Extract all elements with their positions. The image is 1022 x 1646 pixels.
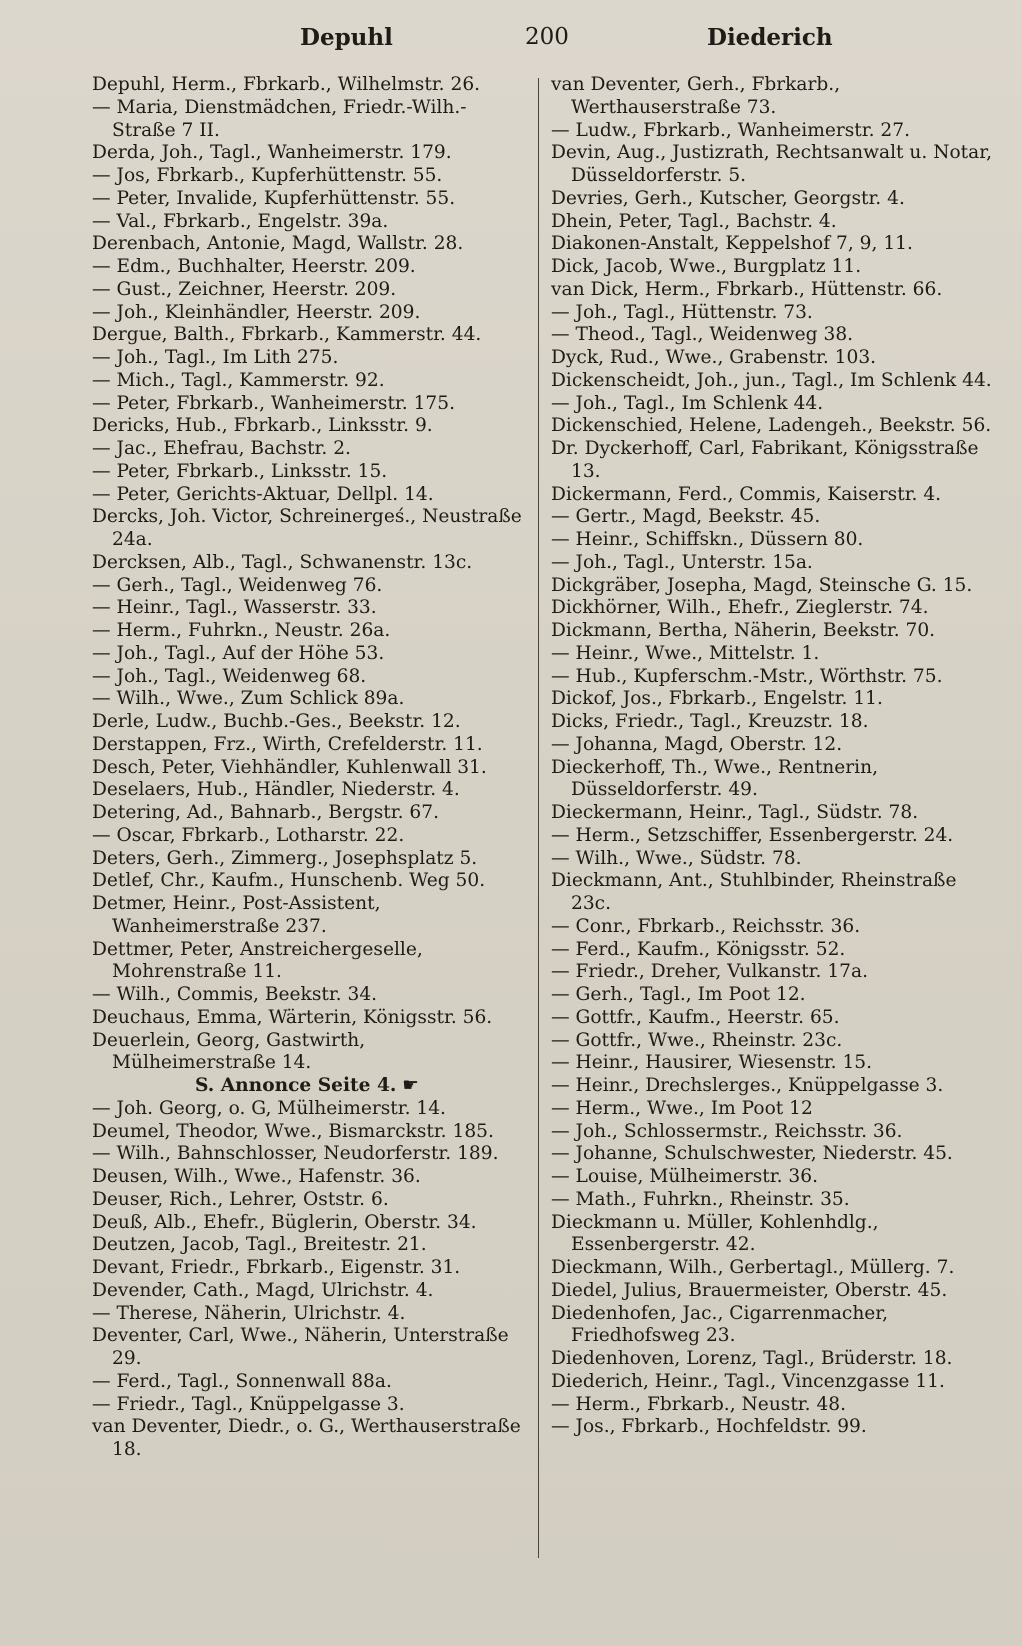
directory-entry: Dyck, Rud., Wwe., Grabenstr. 103. <box>551 347 877 368</box>
directory-entry: — Joh., Schlossermstr., Reichsstr. 36. <box>551 1120 903 1142</box>
advertisement-reference: S. Annonce Seite 4. ☛ <box>92 1075 522 1098</box>
directory-entry: van Deventer, Gerh., Fbrkarb., Werthauserstraße 73. <box>551 74 841 118</box>
directory-entry: Deuerlein, Georg, Gastwirth, Mülheimerstraße 14. <box>92 1029 366 1074</box>
directory-entry: — Joh., Kleinhändler, Heerstr. 209. <box>92 301 421 323</box>
directory-entry: — Math., Fuhrkn., Rheinstr. 35. <box>551 1188 850 1210</box>
directory-entry: — Wilh., Commis, Beekstr. 34. <box>92 984 378 1005</box>
directory-entry: Deventer, Carl, Wwe., Näherin, Unterstraße 29. <box>92 1325 509 1369</box>
directory-entry: — Heinr., Wwe., Mittelstr. 1. <box>551 642 820 664</box>
directory-entry: Devin, Aug., Justizrath, Rechtsanwalt u. Notar, Düsseldorferstr. 5. <box>551 142 992 186</box>
directory-entry: — Ferd., Kaufm., Königsstr. 52. <box>551 938 846 960</box>
directory-entry: Dickermann, Ferd., Commis, Kaiserstr. 4. <box>551 483 942 505</box>
directory-entry: — Peter, Gerichts-Aktuar, Dellpl. 14. <box>92 483 434 505</box>
directory-entry: — Heinr., Hausirer, Wiesenstr. 15. <box>551 1052 873 1074</box>
directory-entry: — Wilh., Bahnschlosser, Neudorferstr. 189. <box>92 1143 499 1165</box>
directory-entry: Deters, Gerh., Zimmerg., Josephsplatz 5. <box>92 847 478 869</box>
directory-entry: — Jos, Fbrkarb., Kupferhüttenstr. 55. <box>92 165 443 186</box>
directory-entry: — Mich., Tagl., Kammerstr. 92. <box>92 369 385 391</box>
directory-entry: Deumel, Theodor, Wwe., Bismarckstr. 185. <box>92 1120 494 1142</box>
directory-entry: — Maria, Dienstmädchen, Friedr.-Wilh.-Straße 7 II. <box>92 96 467 141</box>
directory-entry: van Dick, Herm., Fbrkarb., Hüttenstr. 66. <box>551 278 943 300</box>
directory-entry: Dhein, Peter, Tagl., Bachstr. 4. <box>551 210 837 232</box>
directory-entry: — Friedr., Tagl., Knüppelgasse 3. <box>92 1393 405 1415</box>
directory-entry: — Joh., Tagl., Unterstr. 15a. <box>551 551 813 573</box>
directory-entry: — Heinr., Schiffskn., Düssern 80. <box>551 529 864 550</box>
directory-entry: — Gottfr., Wwe., Rheinstr. 23c. <box>551 1029 843 1051</box>
directory-entry: Derenbach, Antonie, Magd, Wallstr. 28. <box>92 233 464 255</box>
directory-entry: — Joh., Tagl., Auf der Höhe 53. <box>92 642 385 664</box>
directory-entry: — Gottfr., Kaufm., Heerstr. 65. <box>551 1006 840 1028</box>
header-left-keyword: Depuhl <box>300 24 393 51</box>
directory-entry: — Peter, Fbrkarb., Linksstr. 15. <box>92 460 388 482</box>
directory-entry: — Gertr., Magd, Beekstr. 45. <box>551 506 821 528</box>
directory-entry: Dercksen, Alb., Tagl., Schwanenstr. 13c. <box>92 551 473 573</box>
directory-entry: — Theod., Tagl., Weidenweg 38. <box>551 324 854 346</box>
directory-entry: — Joh., Tagl., Weidenweg 68. <box>92 665 367 687</box>
directory-entry: — Peter, Invalide, Kupferhüttenstr. 55. <box>92 187 456 209</box>
directory-entry: Dick, Jacob, Wwe., Burgplatz 11. <box>551 256 862 277</box>
page-number: 200 <box>525 24 569 50</box>
directory-entry: Detlef, Chr., Kaufm., Hunschenb. Weg 50. <box>92 870 486 892</box>
directory-entry: Dicks, Friedr., Tagl., Kreuzstr. 18. <box>551 711 869 732</box>
directory-entry: Detmer, Heinr., Post-Assistent, Wanheimerstraße 237. <box>92 893 381 937</box>
directory-entry: Deusen, Wilh., Wwe., Hafenstr. 36. <box>92 1166 421 1187</box>
directory-entry: — Louise, Mülheimerstr. 36. <box>551 1166 818 1187</box>
directory-entry: — Joh. Georg, o. G, Mülheimerstr. 14. <box>92 1097 446 1119</box>
directory-entry: — Herm., Fuhrkn., Neustr. 26a. <box>92 620 391 641</box>
directory-entry: — Wilh., Wwe., Zum Schlick 89a. <box>92 688 405 710</box>
directory-entry: Derle, Ludw., Buchb.-Ges., Beekstr. 12. <box>92 711 461 732</box>
directory-entry: — Heinr., Tagl., Wasserstr. 33. <box>92 597 377 619</box>
directory-entry: — Joh., Tagl., Im Lith 275. <box>92 347 339 368</box>
directory-entry: — Johanna, Magd, Oberstr. 12. <box>551 733 843 755</box>
directory-entry: — Jac., Ehefrau, Bachstr. 2. <box>92 438 351 459</box>
directory-entry: Depuhl, Herm., Fbrkarb., Wilhelmstr. 26. <box>92 74 481 95</box>
directory-entry: Derda, Joh., Tagl., Wanheimerstr. 179. <box>92 142 452 164</box>
directory-entry: Diedenhoven, Lorenz, Tagl., Brüderstr. 18. <box>551 1348 953 1369</box>
directory-entry: Diedel, Julius, Brauermeister, Oberstr. 45. <box>551 1279 948 1301</box>
directory-entry: — Joh., Tagl., Hüttenstr. 73. <box>551 301 813 323</box>
directory-entry: Devender, Cath., Magd, Ulrichstr. 4. <box>92 1279 434 1301</box>
directory-entry: Devant, Friedr., Fbrkarb., Eigenstr. 31. <box>92 1257 461 1278</box>
directory-entry: — Ludw., Fbrkarb., Wanheimerstr. 27. <box>551 119 910 141</box>
directory-entry: — Oscar, Fbrkarb., Lotharstr. 22. <box>92 824 405 846</box>
directory-entry: Dieckmann, Ant., Stuhlbinder, Rheinstraße 23c. <box>551 870 957 914</box>
directory-entry: Dettmer, Peter, Anstreichergeselle, Mohrenstraße 11. <box>92 938 423 983</box>
directory-entry: Dieckmann u. Müller, Kohlenhdlg., Essenbergerstr. 42. <box>551 1211 879 1256</box>
directory-entry: Diedenhofen, Jac., Cigarrenmacher, Friedhofsweg 23. <box>551 1302 889 1347</box>
directory-entry: Dieckermann, Heinr., Tagl., Südstr. 78. <box>551 802 919 823</box>
directory-entry: — Gust., Zeichner, Heerstr. 209. <box>92 278 397 300</box>
directory-entry: Dercks, Joh. Victor, Schreinergeś., Neustraße 24a. <box>92 506 522 550</box>
directory-entry: Deuser, Rich., Lehrer, Oststr. 6. <box>92 1188 389 1210</box>
directory-entry: Deselaers, Hub., Händler, Niederstr. 4. <box>92 779 460 801</box>
directory-entry: Deuchaus, Emma, Wärterin, Königsstr. 56. <box>92 1006 493 1028</box>
directory-entry: — Therese, Näherin, Ulrichstr. 4. <box>92 1302 406 1324</box>
directory-entry: Dericks, Hub., Fbrkarb., Linksstr. 9. <box>92 415 433 437</box>
directory-entry: Dieckerhoff, Th., Wwe., Rentnerin, Düsseldorferstr. 49. <box>551 756 878 801</box>
directory-entry: — Ferd., Tagl., Sonnenwall 88a. <box>92 1370 392 1392</box>
directory-entry: — Friedr., Dreher, Vulkanstr. 17a. <box>551 961 868 983</box>
directory-entry: Dickof, Jos., Fbrkarb., Engelstr. 11. <box>551 688 883 710</box>
directory-entry: Diakonen-Anstalt, Keppelshof 7, 9, 11. <box>551 233 913 255</box>
directory-entry: Dickmann, Bertha, Näherin, Beekstr. 70. <box>551 620 936 641</box>
directory-entry: Detering, Ad., Bahnarb., Bergstr. 67. <box>92 802 439 823</box>
directory-entry: — Peter, Fbrkarb., Wanheimerstr. 175. <box>92 392 455 414</box>
left-column <box>92 74 522 1462</box>
directory-entry: — Joh., Tagl., Im Schlenk 44. <box>551 392 824 414</box>
directory-entry: — Jos., Fbrkarb., Hochfeldstr. 99. <box>551 1416 867 1438</box>
directory-entry: — Herm., Wwe., Im Poot 12 <box>551 1097 813 1119</box>
header-right-keyword: Diederich <box>707 24 833 51</box>
directory-entry: Diederich, Heinr., Tagl., Vincenzgasse 11. <box>551 1370 945 1392</box>
directory-entry: Dr. Dyckerhoff, Carl, Fabrikant, Königsstraße 13. <box>551 438 979 482</box>
right-column <box>551 74 999 1439</box>
directory-entry: Dieckmann, Wilh., Gerbertagl., Müllerg. 7. <box>551 1257 955 1278</box>
directory-entry: Dickhörner, Wilh., Ehefr., Zieglerstr. 74. <box>551 597 929 619</box>
column-divider <box>538 78 539 1558</box>
directory-entry: — Herm., Fbrkarb., Neustr. 48. <box>551 1393 847 1415</box>
directory-entry: Dergue, Balth., Fbrkarb., Kammerstr. 44. <box>92 324 482 346</box>
directory-entry: Dickenscheidt, Joh., jun., Tagl., Im Schlenk 44. <box>551 369 992 391</box>
directory-entry: — Conr., Fbrkarb., Reichsstr. 36. <box>551 915 861 937</box>
directory-entry: — Gerh., Tagl., Weidenweg 76. <box>92 574 383 596</box>
directory-entry: — Johanne, Schulschwester, Niederstr. 45. <box>551 1143 953 1165</box>
directory-entry: Derstappen, Frz., Wirth, Crefelderstr. 11. <box>92 733 483 755</box>
directory-entry: Devries, Gerh., Kutscher, Georgstr. 4. <box>551 187 905 209</box>
directory-entry: van Deventer, Diedr., o. G., Werthauserstraße 18. <box>92 1416 521 1460</box>
directory-entry: — Heinr., Drechslerges., Knüppelgasse 3. <box>551 1075 944 1096</box>
directory-entry: Deuß, Alb., Ehefr., Büglerin, Oberstr. 34. <box>92 1211 477 1233</box>
directory-entry: Dickenschied, Helene, Ladengeh., Beekstr. 56. <box>551 415 992 437</box>
directory-entry: — Edm., Buchhalter, Heerstr. 209. <box>92 256 416 277</box>
directory-entry: Dickgräber, Josepha, Magd, Steinsche G. 15. <box>551 574 973 596</box>
directory-entry: — Herm., Setzschiffer, Essenbergerstr. 24. <box>551 824 954 846</box>
directory-entry: Desch, Peter, Viehhändler, Kuhlenwall 31. <box>92 756 487 778</box>
page-header <box>0 18 1022 62</box>
directory-entry: Deutzen, Jacob, Tagl., Breitestr. 21. <box>92 1234 427 1256</box>
directory-entry: — Wilh., Wwe., Südstr. 78. <box>551 847 802 869</box>
directory-entry: — Gerh., Tagl., Im Poot 12. <box>551 984 806 1005</box>
directory-entry: — Hub., Kupferschm.-Mstr., Wörthstr. 75. <box>551 665 943 687</box>
directory-entry: — Val., Fbrkarb., Engelstr. 39a. <box>92 210 389 232</box>
